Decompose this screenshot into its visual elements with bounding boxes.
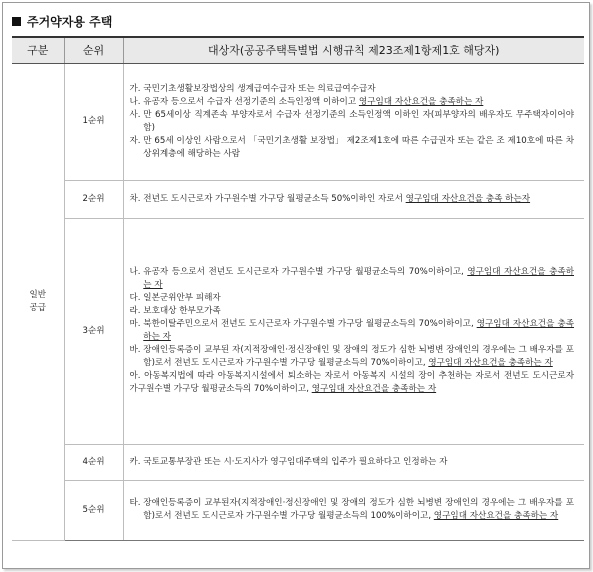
- category-cell: [12, 63, 64, 540]
- list-item: 차. 전년도 도시근로자 가구원수별 가구당 월평균소득 50%이하인 자로서 영구임대 자산요건을 충족 하는자: [129, 193, 531, 204]
- table-row: [12, 63, 584, 180]
- list-item: 가. 국민기초생활보장법상의 생계급여수급자 또는 의료급여수급자: [129, 83, 376, 94]
- rank-cell: 1순위: [64, 63, 123, 180]
- section-heading-text: 주거약자용 주택: [27, 14, 113, 29]
- category-line: 일반: [29, 289, 47, 300]
- header-target: 대상자(공공주택특별법 시행규칙 제23조제1항제1호 해당자): [123, 37, 584, 63]
- list-item: 카. 국토교통부장관 또는 시·도지사가 영구임대주택의 입주가 필요하다고 인정하는 자: [129, 456, 448, 467]
- target-cell: [123, 444, 584, 480]
- document-frame: [2, 2, 590, 569]
- list-item: 자. 만 65세 이상인 사람으로서 「국민기초생활 보장법」 제2조제1호에 따른 수급권자 또는 같은 조 제10호에 따른 차상위계층에 해당하는 사람: [129, 135, 574, 159]
- list-item: 아. 아동복지법에 따라 아동복지시설에서 퇴소하는 자로서 아동복지 시설의 장이 추천하는 자로서 전년도 도시근로자 가구원수별 가구당 월평균소득의 70%이하이고, 영구임대 자산요건을 충족하는 자: [129, 371, 574, 394]
- list-item: 나. 유공자 등으로서 전년도 도시근로자 가구원수별 가구당 월평균소득의 70%이하이고, 영구임대 자산요건을 충족하는 자: [129, 267, 574, 290]
- section-heading: [12, 11, 112, 31]
- header-rank: 순위: [64, 37, 123, 63]
- eligibility-table: [12, 36, 584, 541]
- table-header-row: [12, 37, 584, 63]
- list-item: 사. 만 65세이상 직계존속 부양자로서 수급자 선정기준의 소득인정액 이하인 자(피부양자의 배우자도 무주택자이어야 함): [129, 109, 574, 133]
- rank-cell: 4순위: [64, 444, 123, 480]
- target-cell: [123, 63, 584, 180]
- rank-cell: 3순위: [64, 218, 123, 444]
- rank-cell: 2순위: [64, 180, 123, 218]
- category-line: 공급: [29, 302, 47, 313]
- table-row: [12, 444, 584, 480]
- list-item: 마. 북한이탈주민으로서 전년도 도시근로자 가구원수별 가구당 월평균소득의 70%이하이고, 영구임대 자산요건을 충족하는 자: [129, 319, 575, 342]
- list-item: 바. 장애인등록증이 교부된 자(지적장애인·정신장애인 및 장애의 정도가 심한 뇌병변 장애인의 경우에는 그 배우자를 포함)로서 전년도 도시근로자 가구원수별 가구당 월평균소득의 70%이하이고, 영구임대 자산요건을 충족하는 자: [129, 345, 574, 368]
- rank-cell: 5순위: [64, 480, 123, 540]
- table-row: [12, 480, 584, 540]
- table-row: [12, 180, 584, 218]
- list-item: 다. 일본군위안부 피해자: [129, 293, 221, 303]
- list-item: 타. 장애인등록증이 교부된자(지적장애인·정신장애인 및 장애의 정도가 심한 뇌병변 장애인의 경우에는 그 배우자를 포함)로서 전년도 도시근로자 가구원수별 가구당 월평균소득의 100%이하이고, 영구임대 자산요건을 충족하는 자: [129, 498, 574, 521]
- list-item: 나. 유공자 등으로서 수급자 선정기준의 소득인정액 이하이고 영구임대 자산요건을 충족하는 자: [129, 96, 484, 107]
- square-bullet-icon: [12, 17, 21, 26]
- target-cell: [123, 218, 584, 444]
- table-row: [12, 218, 584, 444]
- target-cell: [123, 180, 584, 218]
- header-category: 구분: [12, 37, 64, 63]
- target-cell: [123, 480, 584, 540]
- list-item: 라. 보호대상 한부모가족: [129, 306, 221, 316]
